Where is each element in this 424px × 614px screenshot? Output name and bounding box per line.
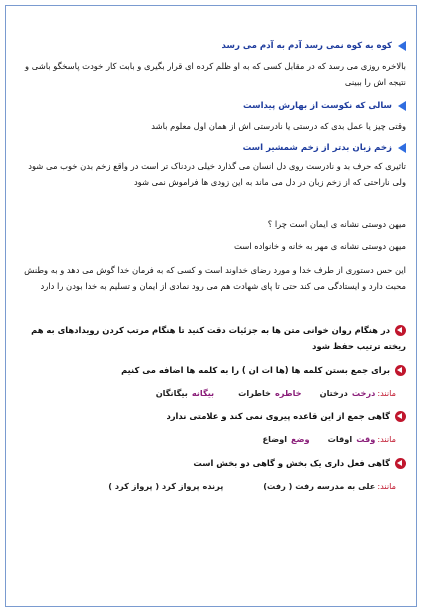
- page-frame: [5, 5, 417, 607]
- example-sentence: علی به مدرسه رفت ( رفت): [263, 481, 376, 491]
- example-word: اوضاع: [262, 434, 288, 444]
- example-word: وقت: [356, 434, 376, 444]
- circle-arrow-bullet-icon: [395, 411, 406, 422]
- example-word: درخت: [351, 388, 376, 398]
- triangle-bullet-icon: [398, 143, 406, 153]
- circle-arrow-bullet-icon: [395, 458, 406, 469]
- example-word: بیگانه: [191, 388, 215, 398]
- grammar-rule-1: برای جمع بستن کلمه ها (ها ات ان ) را به کلمه ها اضافه می کنیم: [12, 362, 406, 378]
- example-label: مانند:: [377, 481, 396, 491]
- example-word: وضع: [291, 434, 310, 444]
- example-word: اوقات: [327, 434, 353, 444]
- example-sentence: پرنده پرواز کرد ( پرواز کرد ): [108, 481, 224, 491]
- answer-1: میهن دوستی نشانه ی مهر به خانه و خانواده است: [233, 241, 406, 251]
- circle-arrow-bullet-icon: [395, 365, 406, 376]
- example-word: درختان: [319, 388, 348, 398]
- triangle-bullet-icon: [398, 101, 406, 111]
- example-row-1: [20, 385, 396, 401]
- circle-arrow-bullet-icon: [395, 325, 406, 336]
- section-3-text: تاثیری که حرف بد و نادرست روی دل انسان می گذارد خیلی دردناک تر است در واقع زخم بدن خوب می شود ولی ناراحتی که از زخم زبان در دل می ماند به این زودی ها فراموش نمی شود: [28, 161, 406, 187]
- grammar-rule-2: گاهی جمع از این قاعده پیروی نمی کند و علامتی ندارد: [12, 408, 406, 424]
- example-word: خاطره: [274, 388, 302, 398]
- section-1-text: بالاخره روزی می رسد که در مقابل کسی که به او ظلم کرده ای قرار بگیری و بابت کار خودت پاسخگو باشی و نتیجه اش را ببینی: [25, 61, 406, 87]
- example-label: مانند:: [377, 388, 396, 398]
- grammar-rule-3: گاهی فعل داری یک بخش و گاهی دو بخش است: [12, 455, 406, 471]
- example-label: مانند:: [377, 434, 396, 444]
- example-word: بیگانگان: [155, 388, 188, 398]
- triangle-bullet-icon: [398, 41, 406, 51]
- answer-paragraph: این حس دستوری از طرف خدا و مورد رضای خداوند است و کسی که به فرمان خدا گوش می دهد و به وطنش محبت دارد و ایستادگی می کند حتی تا پای شهادت هم می رود نمادی از ایمان و تسلیم به خدا بودن را دارد: [24, 265, 406, 291]
- question-1: میهن دوستی نشانه ی ایمان است چرا ؟: [267, 219, 406, 229]
- section-3-heading: زخم زبان بدتر از زخم شمشیر است: [20, 140, 406, 156]
- example-word: خاطرات: [238, 388, 271, 398]
- example-row-2: [20, 431, 396, 447]
- example-row-3: [20, 478, 396, 494]
- section-1-heading: کوه به کوه نمی رسد آدم به آدم می رسد: [20, 38, 406, 54]
- section-2-text: وقتی چیز یا عمل بدی که درستی یا نادرستی اش از همان اول معلوم باشد: [151, 121, 406, 131]
- section-2-heading: سالی که نکوست از بهارش پیداست: [20, 98, 406, 114]
- grammar-intro: در هنگام روان خوانی متن ها به جزئیات دقت کنید تا هنگام مرتب کردن رویدادهای به هم ریخته ترتیب حفظ شود: [31, 325, 406, 351]
